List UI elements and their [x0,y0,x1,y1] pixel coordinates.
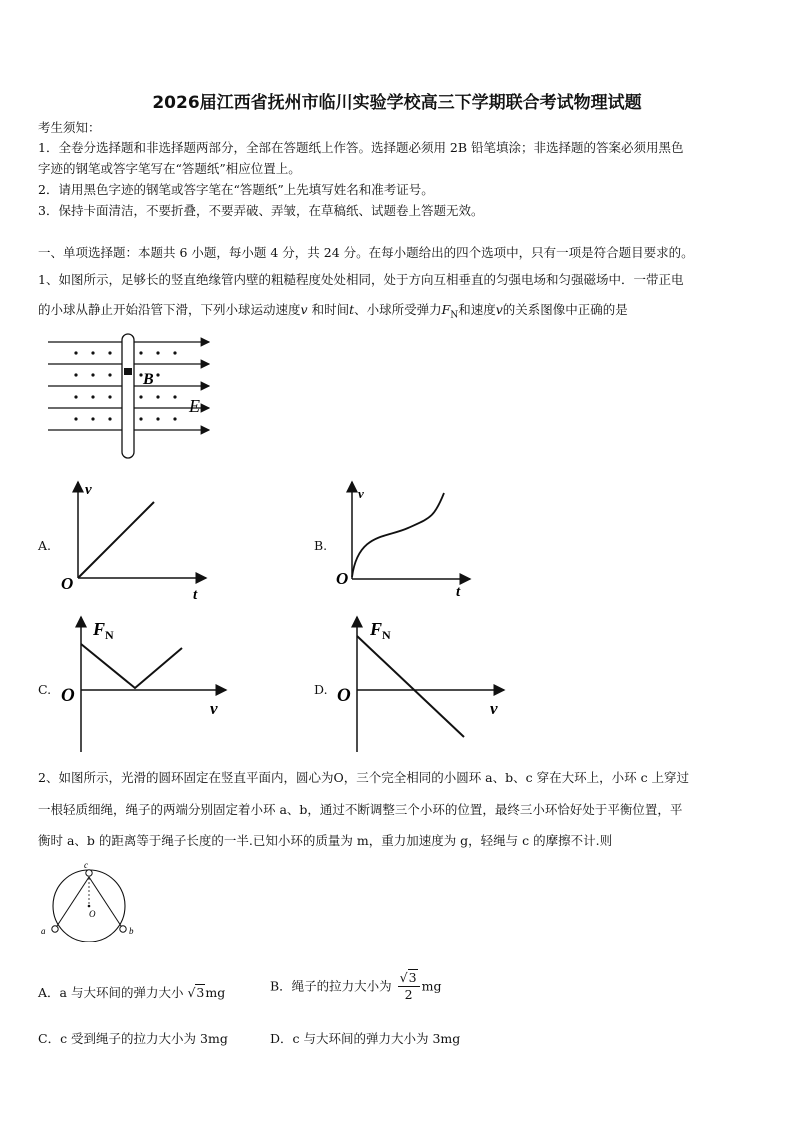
ring-c [86,870,92,876]
curve [352,493,444,577]
option-b-label: B. [314,538,328,553]
insulating-tube [122,334,134,458]
q2-text-line3: 衡时 a、b 的距离等于绳子长度的一半.已知小环的质量为 m，重力加速度为 g，轻绳与 c 的摩擦不计.则 [38,833,613,848]
q2-option-a[interactable]: A．a 与大环间的弹力大小 √3mg [38,985,226,1000]
option-a-label: A. [38,538,52,553]
q1-text-line1: 1、如图所示，足够长的竖直绝缘管内壁的粗糙程度处处相同，处于方向互相垂直的匀强电场和匀强磁场中．一带正电 [38,272,684,287]
page-title: 2026届江西省抚州市临川实验学校高三下学期联合考试物理试题 [152,93,642,113]
q1-text-line2: 的小球从静止开始沿管下滑，下列小球运动速度v 和时间t、小球所受弹力$F_N$和速度v的关系图像中正确的是 [38,302,628,321]
curve [78,502,154,578]
label-b: b [129,926,134,936]
origin-label: O [61,574,74,593]
option-d-label: D. [314,682,328,697]
q1-field-figure [46,332,216,462]
option-d-graph[interactable] [334,612,512,754]
curve [81,644,182,688]
option-b-graph[interactable] [334,478,484,603]
x-axis-label: t [193,587,198,603]
q2-option-c[interactable]: C．c 受到绳子的拉力大小为 3mg [38,1031,228,1046]
charged-ball [124,368,132,375]
curve [357,636,464,737]
notice-item: 1．全卷分选择题和非选择题两部分，全部在答题纸上作答。选择题必须用 2B 铅笔填涂；非选择题的答案必须用黑色 [38,140,684,155]
origin-label: O [61,685,75,706]
notice-item: 字迹的钢笔或答字笔写在“答题纸”相应位置上。 [38,161,301,176]
y-axis-label: v [85,482,92,498]
x-axis-label: v [210,699,218,718]
center-point [88,905,91,908]
notice-item: 3．保持卡面清洁，不要折叠，不要弄破、弄皱，在草稿纸、试题卷上答题无效。 [38,203,484,218]
sqrt-sign: √ [187,985,196,1000]
y-axis-label: v [358,486,364,501]
x-axis-label: v [490,699,498,718]
q2-ring-figure [38,860,143,942]
q2-text-line1: 2、如图所示，光滑的圆环固定在竖直平面内，圆心为O，三个完全相同的小圆环 a、b、c 穿在大环上，小环 c 上穿过 [38,770,690,785]
label-o: O [89,909,96,919]
origin-label: O [336,569,349,588]
option-c-graph[interactable] [58,612,236,754]
q2-option-d[interactable]: D．c 与大环间的弹力大小为 3mg [270,1031,461,1046]
notice-item: 2．请用黑色字迹的钢笔或答字笔在“答题纸”上先填写姓名和准考证号。 [38,182,434,197]
ring-b [120,926,126,932]
x-axis-label: t [456,584,461,600]
origin-label: O [337,685,351,706]
label-c: c [84,860,88,870]
section-heading: 一、单项选择题：本题共 6 小题，每小题 4 分，共 24 分。在每小题给出的四个选项中，只有一项是符合题目要求的。 [38,245,694,260]
option-a-graph[interactable] [58,478,218,603]
notice-heading: 考生须知： [38,120,101,135]
ring-a [52,926,58,932]
q2-text-line2: 一根轻质细绳，绳子的两端分别固定着小环 a、b，通过不断调整三个小环的位置，最终三小环恰好处于平衡位置，平 [38,802,683,817]
label-B: B [143,371,154,388]
q2-option-b[interactable]: B．绳子的拉力大小为 $\frac{√3}{2}$ mg [270,970,442,1002]
option-c-label: C. [38,682,52,697]
y-axis-label: $F_N$ [93,619,114,642]
y-axis-label: $F_N$ [370,619,391,642]
label-a: a [41,926,46,936]
fraction: $\frac{√3}{2}$ [398,970,420,1003]
sqrt-sign: √ [399,970,408,985]
label-E: E [189,396,200,416]
